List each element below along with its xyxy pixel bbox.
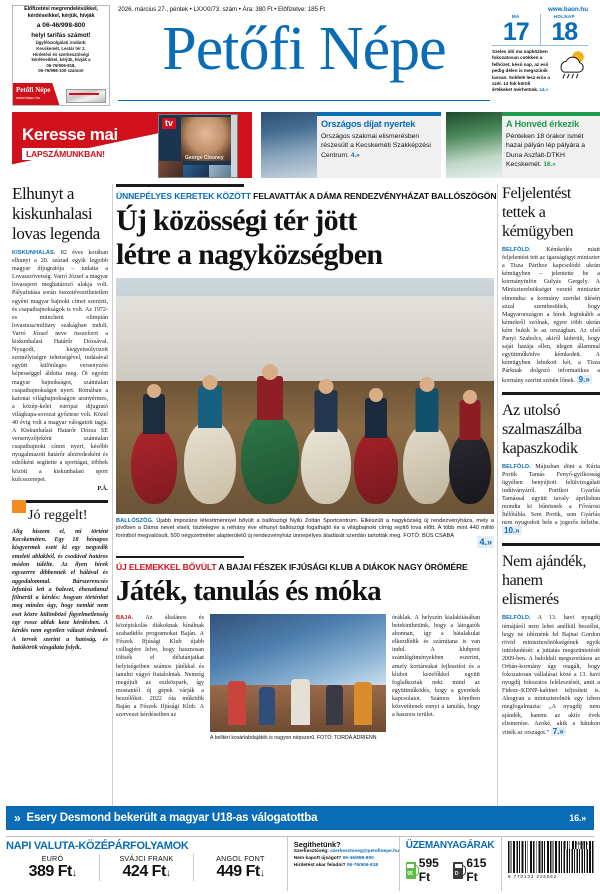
main-content <box>6 184 600 824</box>
story2-kicker-rest: A BAJAI FÉSZEK IFJÚSÁGI KLUB A DIÁKOK NAGY ÖRÖMÉRE <box>218 562 468 572</box>
story2-photo-block <box>210 614 386 742</box>
right-article-3-text: A 13. havi nyugdíj témájáról nem lehet anélkül beszélni, hogy ne idéznénk fel Bajnai Gordon rövid miniszterelnökségének egyik intézkedését: a juttatás megszüntetését 2009-ben. A baloldali megszorításra az Orbán-kormány úgy reagált, hogy fokozatosan vállalásai közé a 13. havi nyugdíj fokozatos felélesztését, amit a Fidesz–KDNP-kabinet teljesített is. Ahogyan a miniszterelnök egy ízben megfogalmazta: „A nyugdíj nem ajándék, hanem az aktív évek elismerése. Azoké, akik a hátukon vitték az országot.” <box>502 615 600 736</box>
right-divider-2 <box>502 543 600 546</box>
dancer-skirt <box>241 412 299 504</box>
weather-tomorrow <box>540 14 589 45</box>
fuel-pump-95-icon <box>406 862 416 879</box>
promo-title: Keresse mai <box>22 125 118 144</box>
pump-nozzle <box>415 865 419 876</box>
dancer-head <box>420 377 435 392</box>
weather-page-jump[interactable]: 14.» <box>539 87 549 93</box>
story2-body-1: Az általános és középiskolás diákoknak kínálnak szabadidős programokat Baján. A Fészek Ifjúsági Klub újabb csillagjére lelve, hogy hasznosan töltsék el délutánjaikat helyiségeiben számos játékkal és tanulni vágyó fiataloknak. Nemrég megújult az eszközpark, így mostantól új gépek várják a beszélőket. 2022 óta működik Baján a Fészek Ifjúsági Klub. A szervezet kérdéseiben az <box>116 615 204 719</box>
weather-tomorrow-temp: 18 <box>551 18 578 46</box>
right-article-1-body <box>502 246 600 385</box>
cloud-sun-rain-icon <box>552 49 588 81</box>
bundle-stripe <box>69 93 99 95</box>
child-figure <box>354 682 372 725</box>
column-divider-left <box>112 184 113 824</box>
dancer-figure <box>403 350 451 504</box>
good-morning-text: Alig hiszem el, mi történt Kecskeméten. Egy 18 hónapos kisgyermek esett ki egy negyedik emeleti ablakból, és csodával határos módon túlélte. Az ilyen hírek egyszerre dibbennek el hálával és aggodalommal. Bárszerencsés lefutású lett a baleset, éhezatlanul fölnerül a kérdés: hogyan történhet meg mindez úgy, hogy nemlát nem eset közre különböző figyelmetlenség egy rossz ablak keze kérdésben. A kérdés nem egyetlen választ érdemel. A tervek szerint a hatóság, és hatókörök vizsgálata folyik. <box>12 528 108 651</box>
subs-small-4: kérdéseikkel, kérjük, hívják a <box>31 57 91 63</box>
dancer-head <box>319 379 334 394</box>
rate-eur-amount: 389 Ft <box>28 863 72 880</box>
rate-eur <box>6 854 99 881</box>
photo-wall <box>210 614 386 687</box>
rate-eur-name: EURÓ <box>41 854 64 863</box>
rate-gbp-amount: 449 Ft <box>216 863 260 880</box>
dancer-head <box>463 390 477 404</box>
teaser-page-jump[interactable]: 4.» <box>350 151 360 159</box>
bottom-promo-banner[interactable] <box>6 806 594 830</box>
story2-photo <box>210 614 386 732</box>
teaser-accent-bar <box>317 112 441 116</box>
weather-today <box>492 14 540 45</box>
newspaper-logo: Petőfi Népe <box>162 15 446 83</box>
story1-caption <box>116 518 494 541</box>
fuel-pump-diesel-icon <box>453 862 463 879</box>
footer-bar <box>6 836 594 891</box>
teaser-sports[interactable] <box>446 112 600 178</box>
dancer-bodice <box>198 386 222 428</box>
dancer-figure <box>184 349 236 504</box>
rate-chf <box>99 854 193 881</box>
story2-body-2: óráklak. A helyszín kialakításában betekinthetünk, hogy a látogatók ahonnan, így a hátalakulat elkezdődik és számítana is van indul. A klubprot számlégítményekben eszerint, amely kortársukat fejlesztést és a klubot kezelőkkel együtt foglalkoztak neki mind az együttműködés, hogy a gyerekek kapcsolatot. Számos köreiben közvetítenek ennyi a tanulás, hogy a hasznos terület. <box>392 615 480 719</box>
dancer-head <box>369 388 383 402</box>
good-morning-accent-tab <box>12 500 26 513</box>
right-article-1-page-jump[interactable]: 9.» <box>578 374 590 384</box>
cover-spine <box>231 115 237 177</box>
story2-col-2 <box>392 614 480 742</box>
story2-caption: A belltéri kosárlabdajáték is nagyon népszerű. FOTÓ: TORDA ADRIENN <box>210 735 377 741</box>
fuel-price-diesel: 615 Ft <box>466 856 487 884</box>
banner-arrow-icon: » <box>14 811 21 825</box>
photo-dancers <box>116 329 494 504</box>
dancer-bodice <box>365 398 387 438</box>
right-article-3-page-jump[interactable]: 7.» <box>552 726 564 736</box>
dancer-bodice <box>416 388 439 432</box>
dancer-skirt <box>449 432 491 504</box>
fuel-type-diesel: D <box>454 870 459 877</box>
dancer-bodice <box>459 400 480 440</box>
help-value-2[interactable]: 06-46/998-800 <box>342 855 374 861</box>
promo-subtitle: LAPSZÁMUNKBAN! <box>22 148 109 160</box>
weather-tomorrow-label: HOLNAP <box>553 14 575 19</box>
right-article-1-headline[interactable]: Feljelentést tettek a kémügyben <box>502 185 574 240</box>
left-article-headline[interactable]: Elhunyt a kiskunhalasi lovas legenda <box>12 184 100 243</box>
right-article-3-dateword: BELFÖLD. <box>502 615 531 622</box>
rate-gbp-value <box>194 863 287 881</box>
story2-kicker <box>116 562 494 572</box>
help-title: Segíthetünk? <box>293 840 341 849</box>
weather-today-label: MA <box>511 14 520 19</box>
subs-line-1: Előfizetési megrendelésükkel, <box>24 6 98 12</box>
story2-dateword: BAJA. <box>116 615 134 621</box>
dancer-head <box>203 375 218 390</box>
dancer-bodice <box>315 390 338 432</box>
center-column <box>116 184 497 824</box>
teaser-title: Országos díjat nyertek <box>321 119 416 129</box>
dancer-skirt <box>184 420 236 504</box>
story1-page-jump[interactable]: 4.» <box>479 536 492 547</box>
story2 <box>116 556 494 743</box>
currency-rates-row <box>6 854 287 881</box>
right-article-2-text: Májusban dönt a Kúria Portik Tamás Fenyő-gyilkosság ügyében benyújtott felülvizsgálati indítványáról. Portikot Gyárfás Tamással együtt tavaly áprilisban mondta ki bűnösnek a Fővárosi Ítélőtábla. Sem Portik, sem Gyárfás nem nyugodott bele a jogerős ítéletbe. <box>502 463 600 527</box>
subs-brand-name: Petőfi Népe <box>16 86 51 94</box>
help-label-1: Szerkesztőség: <box>293 849 329 854</box>
dancer-head <box>262 364 278 380</box>
good-morning-box <box>12 500 108 652</box>
rate-chf-trend-icon: ↓ <box>165 868 171 879</box>
fuel-item-diesel <box>453 856 493 884</box>
subscription-info-box <box>12 5 110 106</box>
story1-caption-dateword: BALLÓSZÖG. <box>116 517 154 524</box>
help-block <box>287 837 399 891</box>
tv-magazine-promo[interactable] <box>12 112 252 178</box>
fuel-price-95: 595 Ft <box>418 856 439 884</box>
pump-window <box>407 864 414 868</box>
masthead-rule <box>118 100 490 101</box>
rate-eur-value <box>6 863 99 881</box>
right-column <box>502 184 600 824</box>
barcode-number: 9 770133 226062 <box>508 874 558 879</box>
barcode-block <box>501 837 594 891</box>
weather-body <box>492 49 588 94</box>
banner-text: Esery Desmond bekerült a magyar U18-as válogatottba <box>26 812 318 824</box>
fuel-item-95 <box>406 856 446 884</box>
teaser-text <box>321 132 437 160</box>
dancer-figure <box>131 354 177 504</box>
cover-thumb-2 <box>183 165 209 177</box>
story1-kicker-rule <box>116 184 244 187</box>
currency-rates-title: NAPI VALUTA-KÖZÉPÁRFOLYAMOK <box>6 840 189 852</box>
dancer-skirt <box>354 430 398 504</box>
child-figure <box>259 687 275 725</box>
weather-description: Szeles idő ma napközben fokozatosan csökken a felhőzet, késő nap, az eső pedig délen is megszűnik lassan. Sokfelé lesz erős a szél. 14 fok körüli értékeket mérhetünk. <box>492 49 550 93</box>
subs-small-5: 06-76/506-818, <box>46 62 76 68</box>
rate-chf-value <box>100 863 193 881</box>
weather-today-temp: 17 <box>502 18 529 46</box>
story1-kicker-rest: FELAVATTÁK A DÁMA RENDEZVÉNYHÁZAT BALLÓSZÖGÖN <box>253 190 497 201</box>
help-value-1[interactable]: szerkesztoseg@petofinepe.hu <box>330 849 399 854</box>
story1-caption-block <box>116 518 494 548</box>
barcode-addon-image <box>564 849 588 873</box>
child-figure <box>228 681 246 725</box>
child-figure <box>326 685 343 725</box>
dancer-head <box>147 384 161 398</box>
teaser-page-jump[interactable]: 16.» <box>543 161 556 169</box>
teaser-summary: Pénteken 18 órakor ismét hazai pályán lép pályára a Duna Aszfalt-DTKH Kecskemét. <box>506 133 585 169</box>
story1-caption-text: Újabb impozáns létesítménnyel bővült a ballószögi Nyilú Zoltán Sportcentrum. Elkészült a nagyközség új rendezvényháza, mely a jövőben a Dáma nevet viseli, tisztelegve a néhány éve elhunyt ballószögi fogathajtó és a világbajnoki címig repítő lova előtt. A több mint 440 millió forintból megvalósult, 500 négyzetméter alapterületű új rendezvényház ünnepélyes átadását szerdán tartották meg. FOTÓ: BÚS CSABA <box>116 517 494 540</box>
pump-window <box>455 864 462 868</box>
magazine-cover-image <box>158 114 238 178</box>
help-label-2: Nem kapott újságot? <box>293 855 342 861</box>
site-url[interactable]: www.baon.hu <box>548 6 588 13</box>
banner-page-jump[interactable]: 16.» <box>569 813 586 823</box>
left-article-text: 82 éves korában elhunyt a 20. század egyik legjobb magyar díjugratója – tudatta a Lovasszövetség. Varró József a magyar lovassport meghatározó alakja volt. Pályafutása során összetéveszthetetlen egyéni magyar bajnoki címet szerzett, és csapatbajnokságok is volt. Az 1972-es müncheni olimpián lovastusa/military szakágban indult. Varró József neve összeforrt a kiskunhalasi Határőr Dózsával. Nyugodt, kiegyensúlyozott személyiségre tehetségével, tudásával együtt különleges versenyzési képességgel áldotta meg. Öt egyéni magyar bajnokságot, számtalan csapatbajnokságot nyert. Rómában a katonai világbajnokságon aranyérmes, a közép-kelet európai díjugrató világkupa-sorozat győztese volt. Közel 40 évig volt a magyar válogatott tagja. A Kiskunhalasi Határőr Dózsa SE versenyzőjeként számtalan csapatbajnoki címet nyert, később nyugalmazott határőr alezredesként és edzőként segítette a sportágat, többek között a kiskunhalasi sport kulcsszerepet. <box>12 250 108 483</box>
dancer-skirt <box>403 424 451 504</box>
subs-small-2: Kecskemét, Lestár tér 2. <box>36 46 86 51</box>
rate-gbp-trend-icon: ↓ <box>259 868 265 879</box>
right-article-3-headline[interactable]: Nem ajándék, hanem elismerés <box>502 553 587 609</box>
subs-phone: a 06-46/998-800 <box>36 22 86 30</box>
left-article-dateword: KISKUNHALAS. <box>12 250 56 256</box>
teaser-photo <box>261 112 317 178</box>
story1-headline-line2: létre a nagyközségben <box>116 237 383 271</box>
masthead <box>6 0 594 110</box>
weather-widget <box>492 14 588 106</box>
dancer-figure <box>354 356 398 504</box>
subs-small-1: Ügyfélszolgálati irodánk: <box>35 40 87 46</box>
teaser-summary: Országos szakmai elismerésben részesült a Kecskeméti Szakképzési Centrum. <box>321 133 431 159</box>
promo-strip <box>6 112 594 180</box>
dancer-figure <box>449 358 491 504</box>
story1-kicker <box>116 190 497 201</box>
right-article-1-text: Kémkedés miatt feljelentést tett az igazságügyi miniszter a Tisza Párthoz kapcsolódó ukrán kémügyben – jelentette be a kormányinfón Gulyás Gergely. A Miniszterelnökséget vezető miniszter elmondta: a kormány szerdai ülésén azzal szembesültek, hogy Magyarországon a hírek leginkább a kémekről szólnak, egyre több ukrán kém bukik le az országban. Az első Panyi Szabolcs, akiről kiderült, hogy saját hazája ellen, idegen állammal együttműködve kémkedett. A kémügyben lebukott két, a Tisza Párknak dolgozó informatikus a kormány szerint színén lőnek. <box>502 247 600 384</box>
teaser-title: A Honvéd érkezik <box>506 119 580 129</box>
right-article-2-body <box>502 463 600 537</box>
subs-small-6: 06-76/998-100 számot! <box>38 68 84 74</box>
left-column <box>12 184 108 824</box>
fuel-prices-block <box>399 837 501 891</box>
help-line-3 <box>294 863 399 870</box>
dancer-bodice <box>257 376 283 420</box>
story2-columns <box>116 614 494 742</box>
right-article-2-page-jump[interactable]: 10.» <box>504 526 520 536</box>
help-value-3[interactable]: 06-76/506-818 <box>346 862 379 868</box>
fuel-prices-title: ÜZEMANYAGÁRAK <box>405 840 495 851</box>
story2-kicker-highlight: ÚJ ELEMEKKEL BŐVÜLT <box>116 562 217 572</box>
right-divider-1 <box>502 392 600 395</box>
currency-rates-block <box>6 837 287 891</box>
column-divider-right <box>497 184 498 824</box>
subs-line-2: kérdéseikkel, kérjük, hívják <box>27 13 95 20</box>
subs-small-3: Hirdetési és szerkesztőségi <box>32 51 90 57</box>
story2-col-1 <box>116 614 204 742</box>
dancer-skirt <box>131 426 177 504</box>
rate-gbp-name: ANGOL FONT <box>216 854 265 863</box>
story1-photo <box>116 278 494 514</box>
help-line-1 <box>294 849 399 856</box>
left-article-byline: P.Á. <box>97 485 108 492</box>
rate-gbp <box>193 854 287 881</box>
help-label-3: Hirdetést akar feladni? <box>293 862 346 868</box>
subs-brand-strip <box>13 83 109 105</box>
dancer-bodice <box>143 394 165 434</box>
subs-brand-url: www.baon.hu <box>16 95 41 100</box>
rate-eur-trend-icon: ↓ <box>71 868 77 879</box>
weather-temps <box>492 14 588 46</box>
teaser-accent-bar <box>502 112 600 116</box>
rate-chf-amount: 424 Ft <box>122 863 166 880</box>
tv-logo: tv <box>162 118 176 129</box>
newspaper-bundle-image <box>66 89 106 103</box>
weather-text <box>492 49 550 94</box>
child-figure <box>291 679 310 725</box>
story2-headline[interactable]: Játék, tanulás és móka <box>116 575 381 607</box>
dancer-figure <box>241 342 299 504</box>
issue-number: 26073 <box>575 841 588 846</box>
right-article-1-dateword: BELFÖLD. <box>502 247 531 253</box>
fuel-prices-row <box>406 856 501 884</box>
subs-line-3: helyi tarifás számot! <box>31 32 91 40</box>
right-article-3-body <box>502 614 600 736</box>
dancer-skirt <box>301 424 351 504</box>
teaser-text <box>506 132 596 170</box>
dancer-figure <box>301 352 351 504</box>
fuel-type-95: 95 <box>407 870 413 877</box>
left-article-body <box>12 249 108 484</box>
rate-chf-name: SVÁJCI FRANK <box>119 854 174 863</box>
cover-thumb-1 <box>159 161 183 177</box>
teaser-education[interactable] <box>261 112 441 178</box>
teaser-photo <box>446 112 502 178</box>
right-article-2-headline[interactable]: Az utolsó szalmaszálba kapaszkodik <box>502 401 582 457</box>
magazine-cover-person: George Clooney <box>185 155 224 161</box>
story1-headline[interactable] <box>116 204 494 272</box>
story1-kicker-highlight: ÜNNEPÉLYES KERETEK KÖZÖTT <box>116 190 251 201</box>
help-line-2 <box>294 856 399 863</box>
story2-kicker-rule <box>116 556 244 559</box>
story1-headline-line1: Új közösségi tér jött <box>116 203 357 237</box>
right-article-2-dateword: BELFÖLD. <box>502 463 531 470</box>
good-morning-title: Jó reggelt! <box>28 507 88 523</box>
dateline: 2026. március 27., péntek • LXXXI/73. szám • Ára: 380 Ft • Előfizetve: 185 Ft <box>118 6 325 13</box>
